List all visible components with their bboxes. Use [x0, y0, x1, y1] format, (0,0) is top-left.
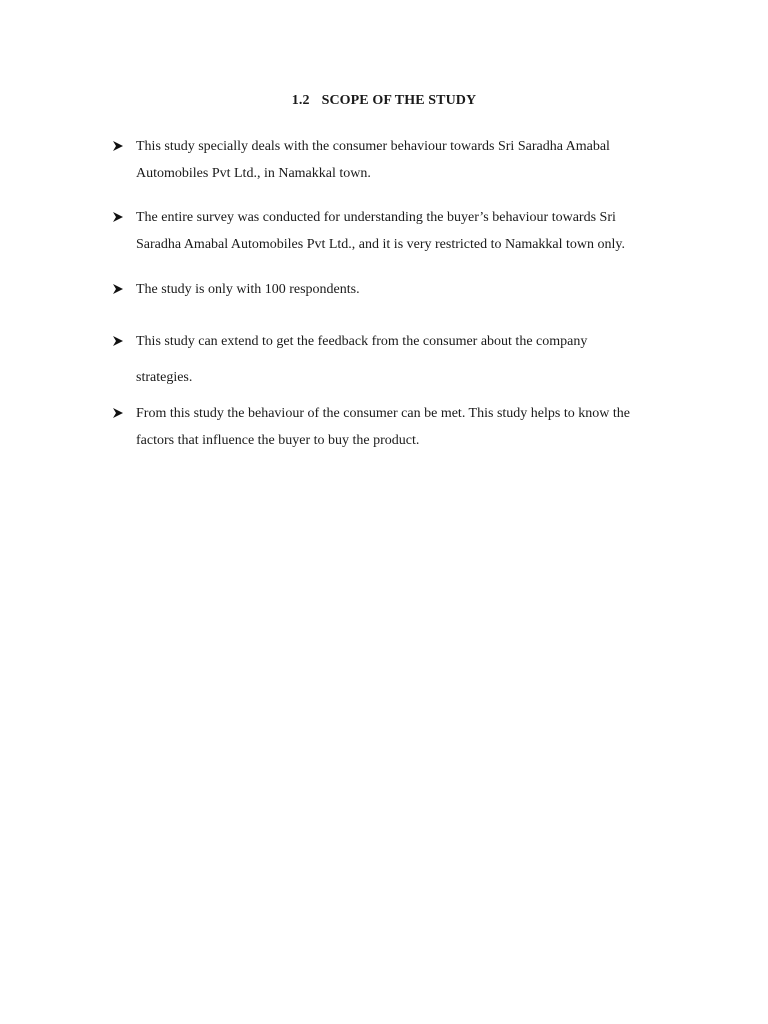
list-item-line: Automobiles Pvt Ltd., in Namakkal town. [136, 166, 371, 181]
section-title: SCOPE OF THE STUDY [321, 93, 477, 108]
list-item-text [136, 133, 692, 187]
list-item-line: This study can extend to get the feedback from the consumer about the company [136, 334, 588, 349]
list-item-text [136, 400, 692, 454]
list-item-line: Saradha Amabal Automobiles Pvt Ltd., and it is very restricted to Namakkal town only. [136, 237, 626, 252]
list-item-text [136, 276, 692, 303]
arrowhead-bullet-icon [112, 211, 126, 225]
section-heading [0, 93, 768, 109]
list-item-line: The entire survey was conducted for understanding the buyer’s behaviour towards Sri [136, 210, 616, 225]
list-item-line: The study is only with 100 respondents. [136, 282, 360, 297]
arrowhead-bullet-icon [112, 407, 126, 421]
arrowhead-bullet-icon [112, 335, 126, 349]
list-item-line: factors that influence the buyer to buy the product. [136, 433, 420, 448]
arrowhead-bullet-icon [112, 283, 126, 297]
section-number: 1.2 [291, 93, 310, 108]
list-item-line: This study specially deals with the consumer behaviour towards Sri Saradha Amabal [136, 139, 610, 154]
list-item-text [136, 204, 692, 258]
list-item-text [136, 328, 692, 391]
list-item-line: strategies. [136, 370, 193, 385]
list-item-line: From this study the behaviour of the consumer can be met. This study helps to know the [136, 406, 630, 421]
arrowhead-bullet-icon [112, 140, 126, 154]
